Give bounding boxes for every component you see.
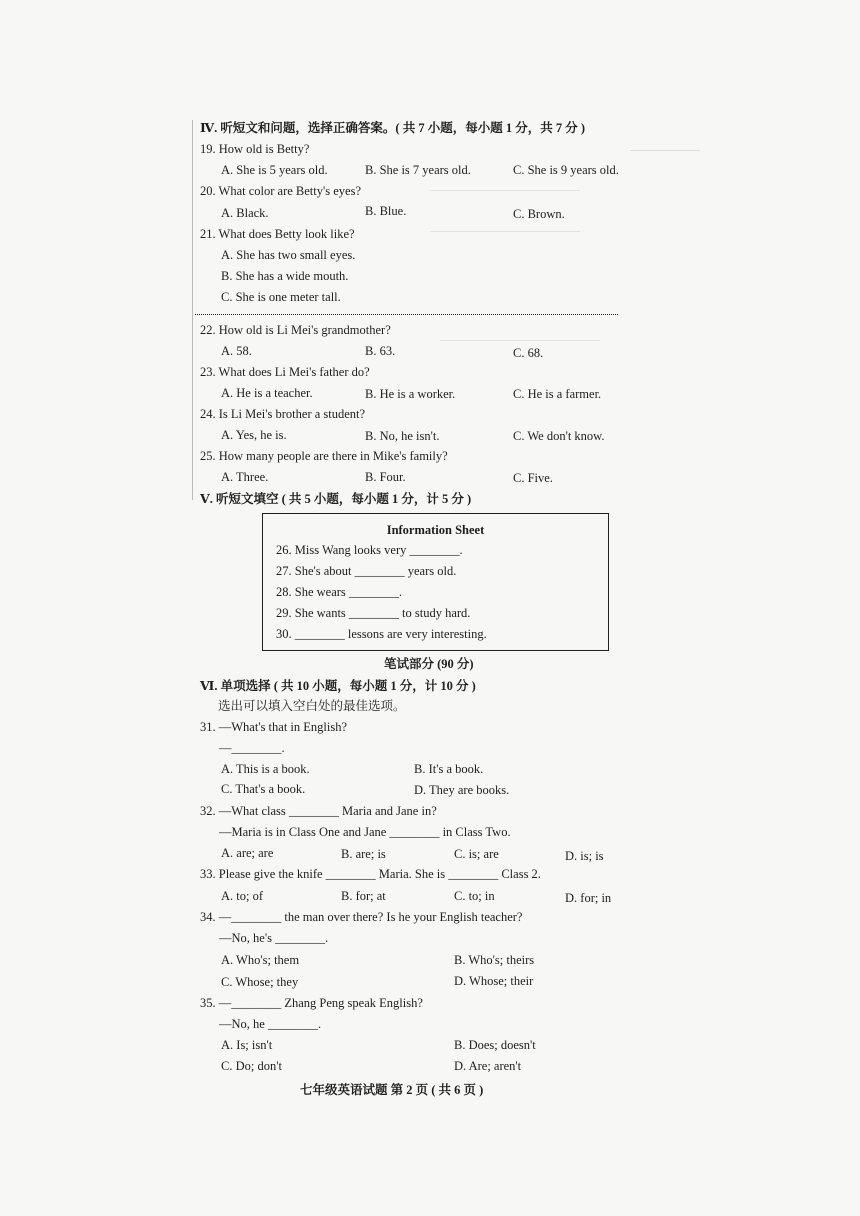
question-32: 32. —What class ________ Maria and Jane in?	[200, 804, 437, 818]
margin-rule	[192, 120, 193, 500]
question-20: 20. What color are Betty's eyes?	[200, 184, 361, 198]
question-24: 24. Is Li Mei's brother a student?	[200, 407, 366, 421]
option-33-d: D. for; in	[565, 891, 612, 905]
option-31-a: A. This is a book.	[221, 762, 310, 776]
blank-30: 30. ________ lessons are very interesting.	[276, 627, 487, 641]
written-part-heading: 笔试部分 (90 分)	[384, 657, 474, 671]
section-5-heading: Ⅴ. 听短文填空 ( 共 5 小题，每小题 1 分，计 5 分 )	[200, 492, 472, 506]
option-33-c: C. to; in	[454, 889, 495, 903]
option-23-c: C. He is a farmer.	[513, 387, 602, 401]
question-32-line2: —Maria is in Class One and Jane ________ in Class Two.	[219, 825, 511, 839]
blank-29: 29. She wants ________ to study hard.	[276, 606, 471, 620]
question-35: 35. —________ Zhang Peng speak English?	[200, 996, 423, 1010]
option-22-c: C. 68.	[513, 346, 544, 360]
section-6-heading: Ⅵ. 单项选择 ( 共 10 小题，每小题 1 分，计 10 分 )	[200, 679, 476, 693]
question-22: 22. How old is Li Mei's grandmother?	[200, 323, 391, 337]
option-35-a: A. Is; isn't	[221, 1038, 273, 1052]
option-33-b: B. for; at	[341, 889, 386, 903]
question-31: 31. —What's that in English?	[200, 720, 348, 734]
option-32-c: C. is; are	[454, 847, 499, 861]
option-19-a: A. She is 5 years old.	[221, 163, 328, 177]
option-20-b: B. Blue.	[365, 204, 407, 218]
question-35-line2: —No, he ________.	[219, 1017, 322, 1031]
page-footer: 七年级英语试题 第 2 页 ( 共 6 页 )	[300, 1083, 484, 1097]
blank-27: 27. She's about ________ years old.	[276, 564, 457, 578]
option-33-a: A. to; of	[221, 889, 264, 903]
option-25-b: B. Four.	[365, 470, 406, 484]
option-22-b: B. 63.	[365, 344, 396, 358]
blank-28: 28. She wears ________.	[276, 585, 403, 599]
option-32-d: D. is; is	[565, 849, 604, 863]
option-23-a: A. He is a teacher.	[221, 386, 313, 400]
option-35-d: D. Are; aren't	[454, 1059, 522, 1073]
option-25-c: C. Five.	[513, 471, 553, 485]
question-34-line2: —No, he's ________.	[219, 931, 329, 945]
option-32-b: B. are; is	[341, 847, 386, 861]
option-34-d: D. Whose; their	[454, 974, 534, 988]
bleed-through-mark	[630, 150, 700, 161]
blank-26: 26. Miss Wang looks very ________.	[276, 543, 463, 557]
question-33: 33. Please give the knife ________ Maria. She is ________ Class 2.	[200, 867, 541, 881]
section-4-heading: Ⅳ. 听短文和问题，选择正确答案。( 共 7 小题，每小题 1 分，共 7 分 )	[200, 121, 586, 135]
option-34-b: B. Who's; theirs	[454, 953, 535, 967]
question-25: 25. How many people are there in Mike's family?	[200, 449, 448, 463]
option-24-c: C. We don't know.	[513, 429, 605, 443]
option-34-a: A. Who's; them	[221, 953, 300, 967]
option-32-a: A. are; are	[221, 846, 274, 860]
option-35-b: B. Does; doesn't	[454, 1038, 536, 1052]
option-25-a: A. Three.	[221, 470, 269, 484]
option-19-b: B. She is 7 years old.	[365, 163, 471, 177]
question-34: 34. —________ the man over there? Is he your English teacher?	[200, 910, 523, 924]
option-21-b: B. She has a wide mouth.	[221, 269, 349, 283]
option-31-d: D. They are books.	[414, 783, 510, 797]
question-31-response: —________.	[219, 741, 285, 755]
information-sheet-title: Information Sheet	[386, 523, 485, 537]
question-23: 23. What does Li Mei's father do?	[200, 365, 370, 379]
option-31-b: B. It's a book.	[414, 762, 484, 776]
dotted-divider	[195, 314, 618, 315]
option-24-b: B. No, he isn't.	[365, 429, 440, 443]
option-35-c: C. Do; don't	[221, 1059, 282, 1073]
option-19-c: C. She is 9 years old.	[513, 163, 619, 177]
information-sheet	[262, 513, 609, 651]
question-21: 21. What does Betty look like?	[200, 227, 355, 241]
option-31-c: C. That's a book.	[221, 782, 306, 796]
option-20-c: C. Brown.	[513, 207, 565, 221]
option-24-a: A. Yes, he is.	[221, 428, 287, 442]
option-34-c: C. Whose; they	[221, 975, 299, 989]
option-23-b: B. He is a worker.	[365, 387, 456, 401]
option-21-c: C. She is one meter tall.	[221, 290, 341, 304]
option-21-a: A. She has two small eyes.	[221, 248, 356, 262]
option-20-a: A. Black.	[221, 206, 269, 220]
section-6-instruction: 选出可以填入空白处的最佳选项。	[218, 699, 406, 713]
question-19: 19. How old is Betty?	[200, 142, 310, 156]
option-22-a: A. 58.	[221, 344, 252, 358]
